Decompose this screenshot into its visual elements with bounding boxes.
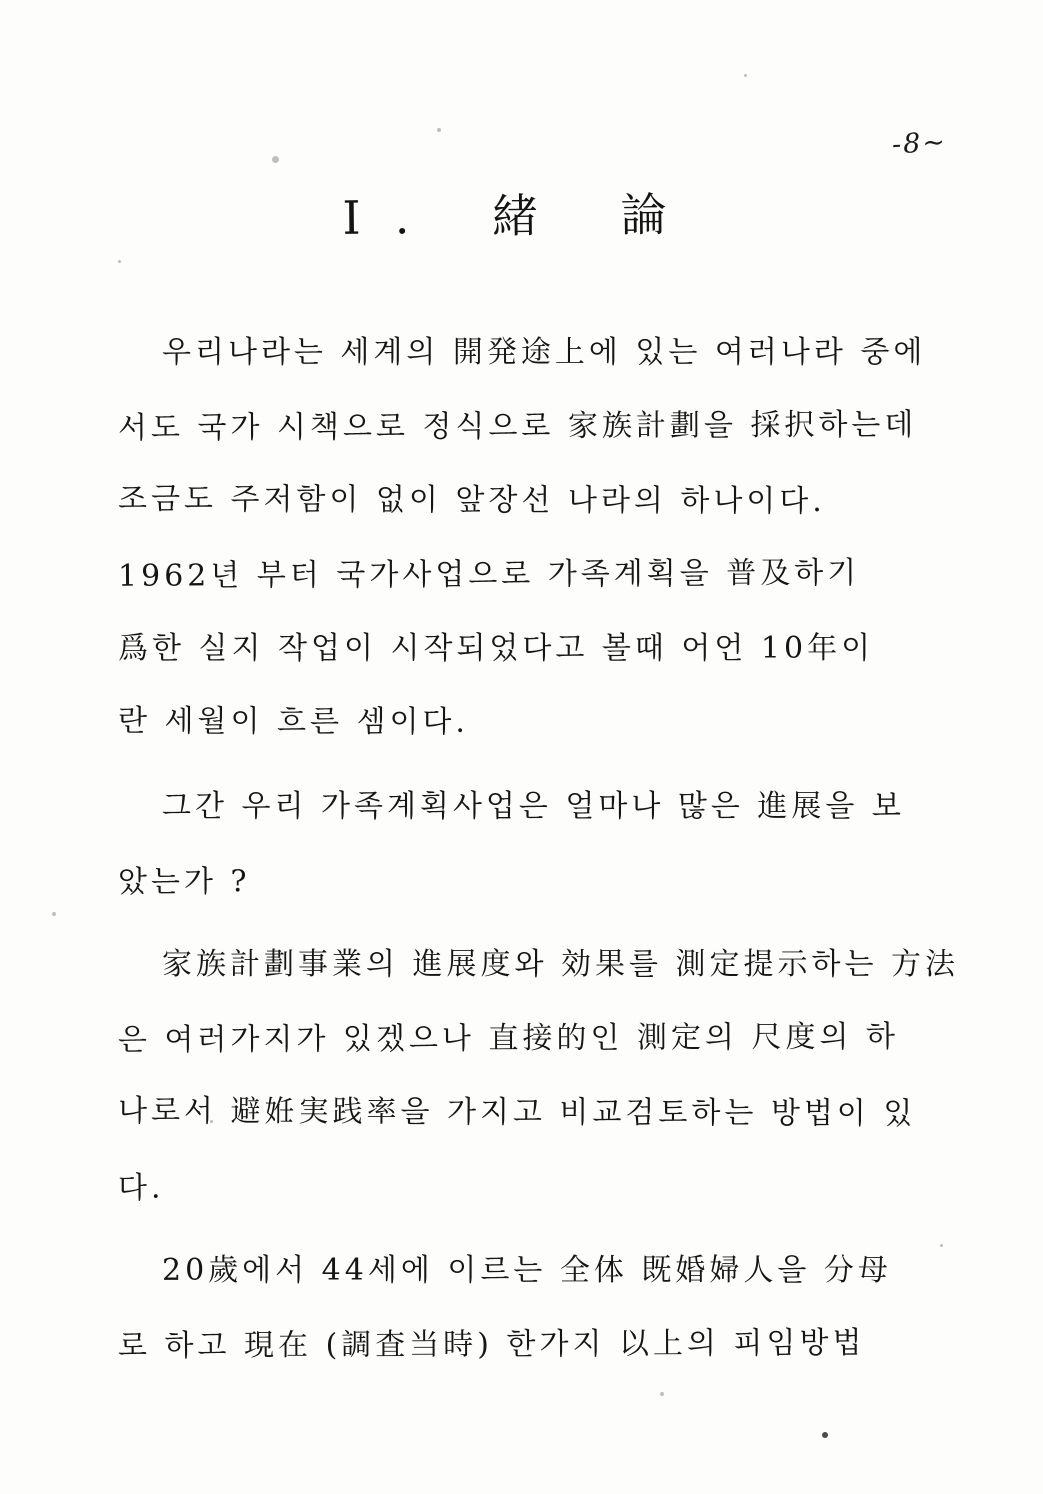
scan-speck (660, 1392, 664, 1396)
text-line: 서도 국가 시책으로 정식으로 家族計劃을 採択하는데 (117, 407, 918, 446)
text-line: 20歲에서 44세에 이르는 全体 既婚婦人을 分母 (162, 1253, 892, 1288)
text-line: 았는가 ? (117, 864, 251, 900)
paragraph (118, 316, 936, 760)
paragraph (118, 1234, 936, 1382)
document-body (117, 316, 960, 1392)
text-line: 爲한 실지 작업이 시작되었다고 볼때 어언 10年이 (118, 631, 875, 666)
paragraph (117, 928, 960, 1224)
scan-speck (118, 260, 121, 263)
scan-speck (437, 128, 441, 132)
text-line: 로 하고 現在 (調査当時) 한가지 以上의 피임방법 (117, 1325, 866, 1364)
scan-speck (52, 912, 56, 916)
text-line: 1962년 부터 국가사업으로 가족계획을 普及하기 (117, 555, 861, 594)
page-title: I. 緒 論 (342, 187, 701, 245)
paragraph (118, 770, 936, 918)
text-line: 란 세월이 흐른 셈이다. (117, 703, 470, 740)
text-line: 그간 우리 가족계획사업은 얼마나 많은 進展을 보 (162, 789, 905, 824)
page-number: -8~ (891, 126, 948, 161)
text-line: 나로서 避姙実践率을 가지고 비교검토하는 방법이 있 (117, 1093, 917, 1132)
scan-speck (272, 156, 279, 163)
scan-speck (822, 1432, 828, 1438)
text-line: 다. (117, 1170, 165, 1206)
text-line: 家族計劃事業의 進展度와 効果를 測定提示하는 方法 (162, 947, 960, 982)
text-line: 우리나라는 세계의 開発途上에 있는 여러나라 중에 (162, 335, 927, 370)
scan-speck (940, 1244, 943, 1247)
text-line: 조금도 주저함이 없이 앞장선 나라의 하나이다. (117, 481, 826, 520)
text-line: 은 여러가지가 있겠으나 直接的인 測定의 尺度의 하 (117, 1019, 900, 1058)
scan-speck (744, 74, 747, 77)
